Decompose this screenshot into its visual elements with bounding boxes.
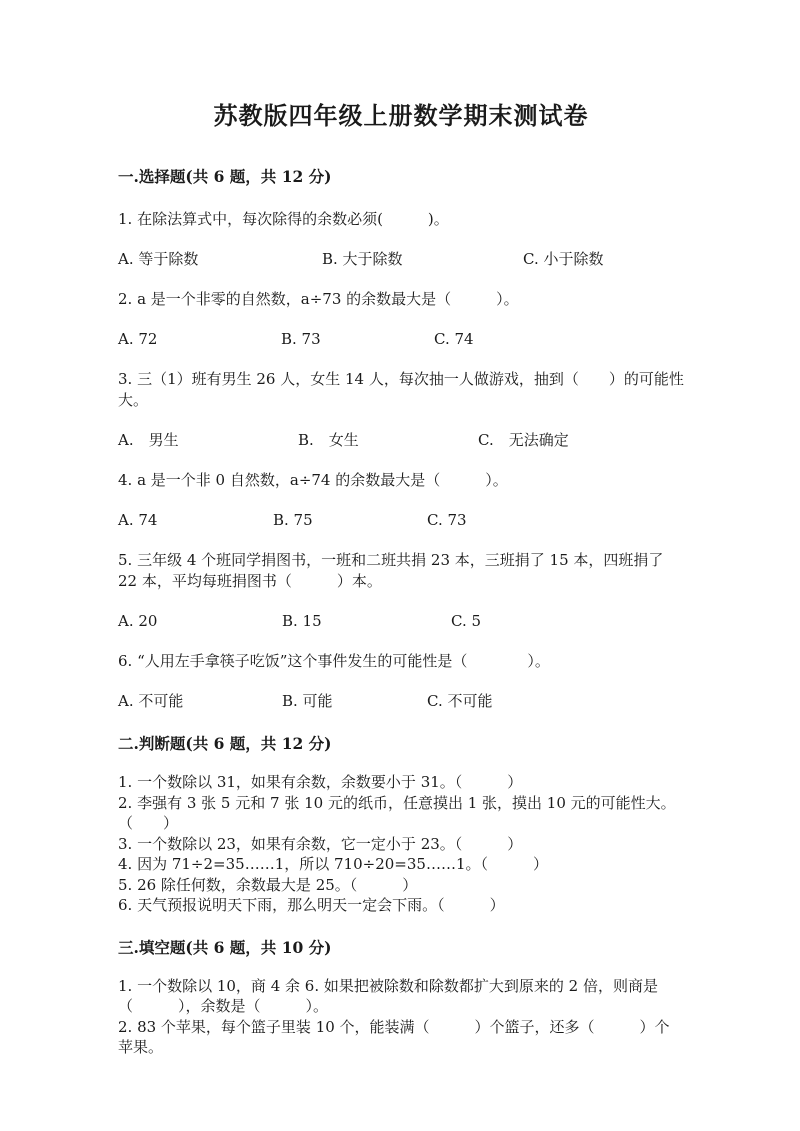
option-a: A. 不可能 bbox=[118, 692, 184, 710]
section-heading-judgement: 二.判断题(共 6 题，共 12 分) bbox=[118, 734, 332, 753]
question-text: 2. a 是一个非零的自然数，a÷73 的余数最大是（ ）。 bbox=[118, 290, 519, 308]
question-text: 3. 三（1）班有男生 26 人，女生 14 人，每次抽一人做游戏，抽到（ ）的可能性大。 bbox=[118, 370, 684, 409]
section-heading-choice: 一.选择题(共 6 题，共 12 分) bbox=[118, 167, 332, 186]
judgement-item: 5. 26 除任何数，余数最大是 25。（ ） bbox=[118, 875, 418, 894]
option-row bbox=[118, 510, 684, 531]
option-row bbox=[118, 249, 684, 270]
question-text: 5. 三年级 4 个班同学捐图书，一班和二班共捐 23 本，三班捐了 15 本，四班捐了 22 本，平均每班捐图书（ ）本。 bbox=[118, 551, 664, 590]
exam-page bbox=[118, 96, 699, 1058]
question-text: 4. a 是一个非 0 自然数，a÷74 的余数最大是（ ）。 bbox=[118, 471, 508, 489]
option-b: B. 可能 bbox=[282, 692, 333, 710]
judgement-item: 1. 一个数除以 31，如果有余数，余数要小于 31。（ ） bbox=[118, 773, 523, 791]
option-a: A. 等于除数 bbox=[118, 250, 199, 268]
judgement-list bbox=[118, 772, 699, 916]
choice-question bbox=[118, 470, 684, 531]
judgement-item: 4. 因为 71÷2=35……1，所以 710÷20=35……1。（ ） bbox=[118, 855, 548, 873]
judgement-item: 2. 李强有 3 张 5 元和 7 张 10 元的纸币，任意摸出 1 张，摸出 10 元的可能性大。 （ ） bbox=[118, 793, 699, 832]
fill-blank-item: 2. 83 个苹果，每个篮子里装 10 个，能装满（ ）个篮子，还多（ ）个苹果。 bbox=[118, 1017, 670, 1056]
option-c: C. 小于除数 bbox=[523, 250, 604, 268]
choice-question bbox=[118, 369, 684, 451]
fill-blank-item: 1. 一个数除以 10，商 4 余 6. 如果把被除数和除数都扩大到原来的 2 倍，则商是（ ），余数是（ ）。 bbox=[118, 976, 658, 1015]
option-c: C. 74 bbox=[434, 330, 474, 348]
option-c: C. 73 bbox=[427, 511, 467, 529]
judgement-item: 3. 一个数除以 23，如果有余数，它一定小于 23。（ ） bbox=[118, 834, 523, 853]
judgement-item: 6. 天气预报说明天下雨，那么明天一定会下雨。（ ） bbox=[118, 896, 505, 914]
section-heading-fill-blank: 三.填空题(共 6 题，共 10 分) bbox=[118, 937, 332, 957]
question-text: 6. “人用左手拿筷子吃饭”这个事件发生的可能性是（ ）。 bbox=[118, 652, 550, 670]
option-c: C. 不可能 bbox=[427, 692, 493, 710]
option-b: B. 大于除数 bbox=[322, 250, 403, 268]
choice-question bbox=[118, 550, 684, 632]
option-a: A. 72 bbox=[118, 330, 158, 348]
question-text: 1. 在除法算式中，每次除得的余数必须( )。 bbox=[118, 210, 449, 228]
exam-title: 苏教版四年级上册数学期末测试卷 bbox=[213, 101, 589, 130]
choice-question bbox=[118, 289, 684, 350]
option-row bbox=[118, 611, 684, 632]
option-row bbox=[118, 430, 684, 451]
fill-blank-list bbox=[118, 976, 684, 1058]
option-a: A. 20 bbox=[118, 612, 158, 630]
option-row bbox=[118, 691, 684, 712]
option-c: C. 5 bbox=[451, 612, 482, 630]
choice-question bbox=[118, 209, 684, 270]
option-row bbox=[118, 329, 684, 350]
option-a: A. 74 bbox=[118, 511, 158, 529]
option-b: B. 75 bbox=[273, 511, 313, 529]
option-a: A. 男生 bbox=[118, 431, 179, 449]
option-c: C. 无法确定 bbox=[478, 431, 569, 449]
option-b: B. 73 bbox=[281, 330, 321, 348]
option-b: B. 女生 bbox=[298, 431, 359, 449]
option-b: B. 15 bbox=[282, 612, 322, 630]
choice-question bbox=[118, 651, 684, 712]
